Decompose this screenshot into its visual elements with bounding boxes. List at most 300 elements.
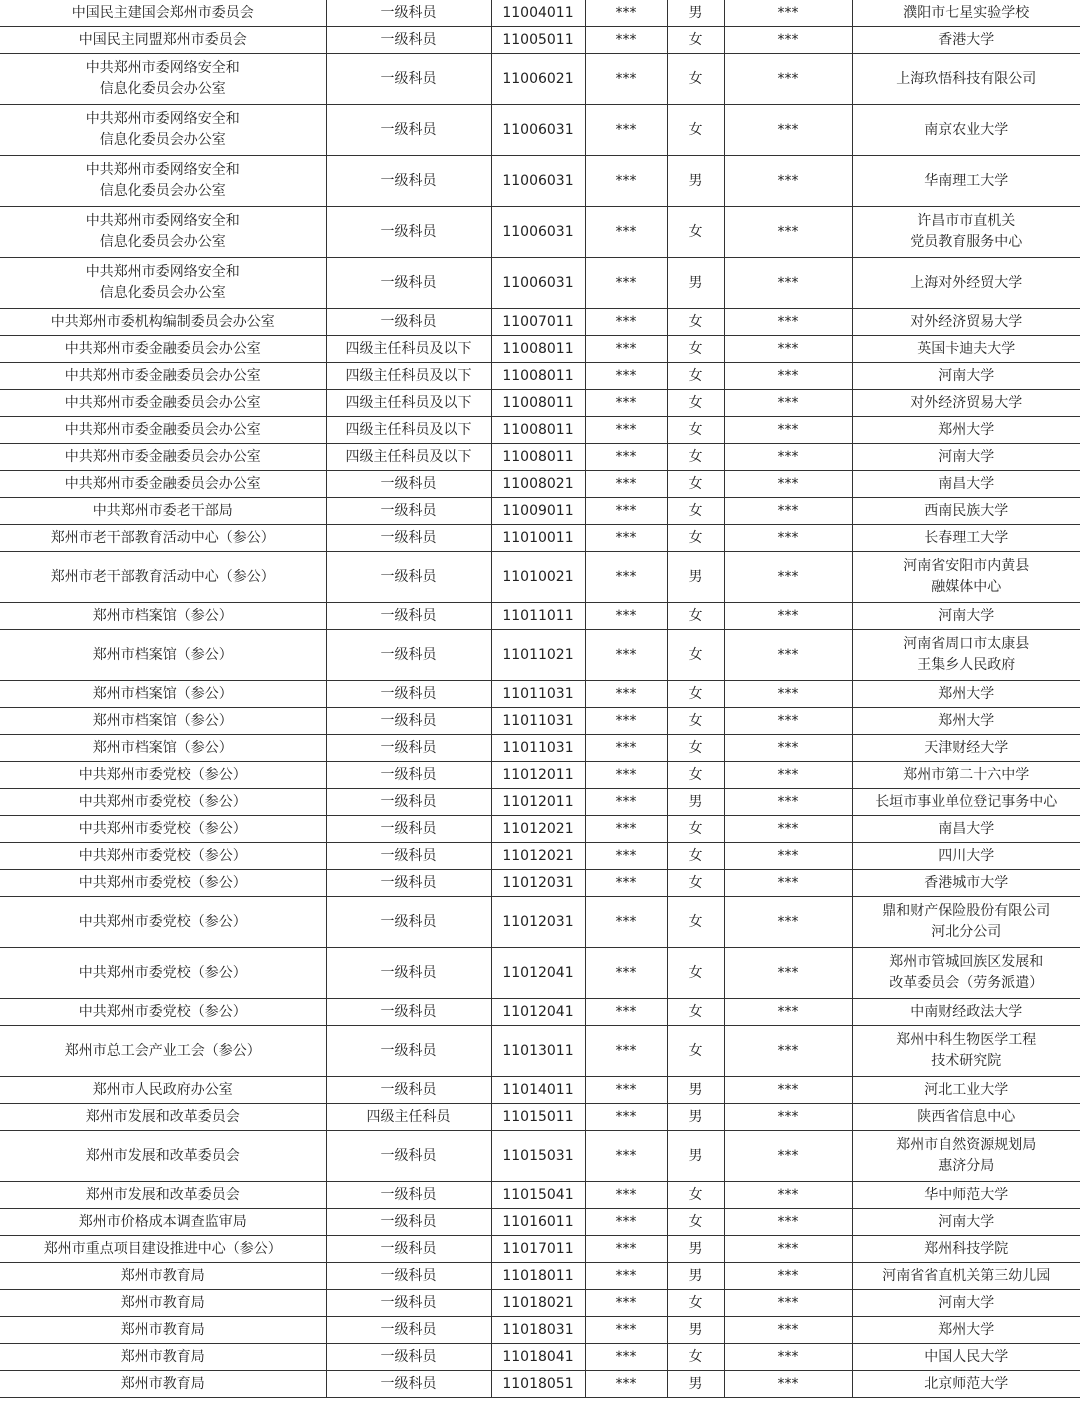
cell-gender: 男: [667, 156, 724, 207]
cell-department: 中共郑州市委金融委员会办公室: [0, 417, 326, 444]
cell-exam-number: ***: [724, 681, 852, 708]
cell-job-code: 11011031: [491, 708, 585, 735]
cell-job-code: 11008011: [491, 336, 585, 363]
cell-exam-number: ***: [724, 1026, 852, 1077]
cell-department: 郑州市教育局: [0, 1371, 326, 1398]
cell-work-unit-or-school: 长垣市事业单位登记事务中心: [852, 789, 1080, 816]
cell-name: ***: [585, 309, 667, 336]
cell-work-unit-or-school: 郑州大学: [852, 1317, 1080, 1344]
cell-gender: 女: [667, 762, 724, 789]
cell-exam-number: ***: [724, 1263, 852, 1290]
cell-position: 一级科员: [326, 1317, 491, 1344]
cell-work-unit-or-school: 河南省安阳市内黄县 融媒体中心: [852, 552, 1080, 603]
cell-gender: 女: [667, 363, 724, 390]
cell-gender: 男: [667, 789, 724, 816]
cell-job-code: 11006031: [491, 207, 585, 258]
cell-exam-number: ***: [724, 603, 852, 630]
cell-name: ***: [585, 1344, 667, 1371]
cell-work-unit-or-school: 郑州市第二十六中学: [852, 762, 1080, 789]
cell-exam-number: ***: [724, 762, 852, 789]
table-row: [0, 789, 1080, 816]
table-row: [0, 552, 1080, 603]
cell-gender: 女: [667, 1344, 724, 1371]
cell-job-code: 11018041: [491, 1344, 585, 1371]
cell-exam-number: ***: [724, 156, 852, 207]
cell-department: 中共郑州市委党校（参公）: [0, 897, 326, 948]
cell-department: 中国民主同盟郑州市委员会: [0, 27, 326, 54]
cell-gender: 女: [667, 630, 724, 681]
cell-exam-number: ***: [724, 816, 852, 843]
table-row: [0, 309, 1080, 336]
table-row: [0, 27, 1080, 54]
cell-name: ***: [585, 207, 667, 258]
cell-gender: 男: [667, 1317, 724, 1344]
cell-department: 中共郑州市委党校（参公）: [0, 948, 326, 999]
cell-gender: 男: [667, 1263, 724, 1290]
cell-work-unit-or-school: 南京农业大学: [852, 105, 1080, 156]
table-row: [0, 762, 1080, 789]
cell-gender: 女: [667, 498, 724, 525]
table-row: [0, 258, 1080, 309]
cell-name: ***: [585, 897, 667, 948]
cell-job-code: 11005011: [491, 27, 585, 54]
cell-job-code: 11014011: [491, 1077, 585, 1104]
table-row: [0, 336, 1080, 363]
cell-department: 中共郑州市委党校（参公）: [0, 789, 326, 816]
cell-name: ***: [585, 1182, 667, 1209]
cell-name: ***: [585, 708, 667, 735]
cell-exam-number: ***: [724, 525, 852, 552]
cell-department: 中共郑州市委党校（参公）: [0, 762, 326, 789]
cell-department: 郑州市教育局: [0, 1344, 326, 1371]
table-row: [0, 105, 1080, 156]
cell-work-unit-or-school: 上海玖悟科技有限公司: [852, 54, 1080, 105]
cell-position: 一级科员: [326, 843, 491, 870]
cell-position: 一级科员: [326, 1371, 491, 1398]
cell-department: 郑州市档案馆（参公）: [0, 681, 326, 708]
table-row: [0, 1077, 1080, 1104]
cell-exam-number: ***: [724, 708, 852, 735]
cell-position: 一级科员: [326, 258, 491, 309]
cell-department: 中共郑州市委金融委员会办公室: [0, 390, 326, 417]
table-row: [0, 816, 1080, 843]
cell-department: 中共郑州市委金融委员会办公室: [0, 363, 326, 390]
cell-name: ***: [585, 843, 667, 870]
cell-gender: 女: [667, 708, 724, 735]
cell-work-unit-or-school: 河南大学: [852, 363, 1080, 390]
cell-exam-number: ***: [724, 552, 852, 603]
table-row: [0, 1209, 1080, 1236]
cell-work-unit-or-school: 许昌市市直机关 党员教育服务中心: [852, 207, 1080, 258]
cell-job-code: 11012041: [491, 948, 585, 999]
cell-gender: 男: [667, 1131, 724, 1182]
cell-gender: 女: [667, 735, 724, 762]
cell-exam-number: ***: [724, 1131, 852, 1182]
cell-position: 四级主任科员及以下: [326, 390, 491, 417]
cell-gender: 女: [667, 603, 724, 630]
cell-position: 四级主任科员: [326, 1104, 491, 1131]
cell-department: 中共郑州市委金融委员会办公室: [0, 444, 326, 471]
cell-exam-number: ***: [724, 390, 852, 417]
cell-exam-number: ***: [724, 471, 852, 498]
cell-name: ***: [585, 27, 667, 54]
cell-department: 郑州市教育局: [0, 1263, 326, 1290]
cell-work-unit-or-school: 北京师范大学: [852, 1371, 1080, 1398]
cell-position: 一级科员: [326, 1131, 491, 1182]
cell-position: 一级科员: [326, 1077, 491, 1104]
table-row: [0, 363, 1080, 390]
cell-position: 一级科员: [326, 27, 491, 54]
cell-job-code: 11012011: [491, 789, 585, 816]
cell-job-code: 11008011: [491, 417, 585, 444]
cell-gender: 男: [667, 258, 724, 309]
table-row: [0, 54, 1080, 105]
cell-gender: 女: [667, 525, 724, 552]
cell-exam-number: ***: [724, 54, 852, 105]
cell-exam-number: ***: [724, 0, 852, 27]
cell-job-code: 11013011: [491, 1026, 585, 1077]
table-row: [0, 1182, 1080, 1209]
cell-gender: 男: [667, 552, 724, 603]
cell-work-unit-or-school: 天津财经大学: [852, 735, 1080, 762]
cell-position: 四级主任科员及以下: [326, 417, 491, 444]
cell-exam-number: ***: [724, 363, 852, 390]
cell-work-unit-or-school: 濮阳市七星实验学校: [852, 0, 1080, 27]
cell-work-unit-or-school: 华中师范大学: [852, 1182, 1080, 1209]
cell-job-code: 11010011: [491, 525, 585, 552]
cell-exam-number: ***: [724, 630, 852, 681]
cell-name: ***: [585, 1290, 667, 1317]
cell-position: 一级科员: [326, 1236, 491, 1263]
cell-exam-number: ***: [724, 444, 852, 471]
cell-job-code: 11012041: [491, 999, 585, 1026]
cell-department: 郑州市档案馆（参公）: [0, 630, 326, 681]
cell-position: 一级科员: [326, 1344, 491, 1371]
cell-job-code: 11008011: [491, 390, 585, 417]
cell-exam-number: ***: [724, 1236, 852, 1263]
cell-gender: 女: [667, 417, 724, 444]
cell-job-code: 11011011: [491, 603, 585, 630]
cell-work-unit-or-school: 英国卡迪夫大学: [852, 336, 1080, 363]
cell-position: 一级科员: [326, 552, 491, 603]
cell-name: ***: [585, 603, 667, 630]
table-row: [0, 897, 1080, 948]
cell-exam-number: ***: [724, 336, 852, 363]
cell-exam-number: ***: [724, 498, 852, 525]
table-row: [0, 0, 1080, 27]
table-row: [0, 498, 1080, 525]
cell-name: ***: [585, 1317, 667, 1344]
cell-work-unit-or-school: 香港城市大学: [852, 870, 1080, 897]
cell-department: 郑州市档案馆（参公）: [0, 603, 326, 630]
cell-gender: 女: [667, 1209, 724, 1236]
cell-name: ***: [585, 1104, 667, 1131]
cell-gender: 女: [667, 1182, 724, 1209]
cell-name: ***: [585, 1371, 667, 1398]
cell-position: 一级科员: [326, 762, 491, 789]
cell-name: ***: [585, 762, 667, 789]
cell-exam-number: ***: [724, 843, 852, 870]
table-row: [0, 681, 1080, 708]
cell-gender: 女: [667, 1290, 724, 1317]
cell-gender: 女: [667, 1026, 724, 1077]
cell-gender: 男: [667, 1104, 724, 1131]
cell-exam-number: ***: [724, 1104, 852, 1131]
cell-position: 四级主任科员及以下: [326, 444, 491, 471]
cell-work-unit-or-school: 西南民族大学: [852, 498, 1080, 525]
cell-work-unit-or-school: 河南大学: [852, 1290, 1080, 1317]
cell-name: ***: [585, 0, 667, 27]
table-row: [0, 1104, 1080, 1131]
cell-department: 郑州市人民政府办公室: [0, 1077, 326, 1104]
cell-gender: 女: [667, 336, 724, 363]
cell-job-code: 11011031: [491, 735, 585, 762]
cell-job-code: 11012011: [491, 762, 585, 789]
table-row: [0, 735, 1080, 762]
cell-department: 郑州市老干部教育活动中心（参公）: [0, 552, 326, 603]
cell-exam-number: ***: [724, 1290, 852, 1317]
cell-gender: 女: [667, 390, 724, 417]
cell-job-code: 11007011: [491, 309, 585, 336]
cell-department: 郑州市发展和改革委员会: [0, 1182, 326, 1209]
cell-name: ***: [585, 498, 667, 525]
cell-gender: 女: [667, 999, 724, 1026]
cell-work-unit-or-school: 长春理工大学: [852, 525, 1080, 552]
cell-work-unit-or-school: 陕西省信息中心: [852, 1104, 1080, 1131]
cell-gender: 女: [667, 309, 724, 336]
table-row: [0, 525, 1080, 552]
cell-work-unit-or-school: 对外经济贸易大学: [852, 309, 1080, 336]
cell-position: 一级科员: [326, 207, 491, 258]
cell-name: ***: [585, 681, 667, 708]
cell-position: 一级科员: [326, 1182, 491, 1209]
cell-position: 一级科员: [326, 681, 491, 708]
cell-gender: 女: [667, 207, 724, 258]
cell-name: ***: [585, 789, 667, 816]
cell-position: 一级科员: [326, 708, 491, 735]
cell-exam-number: ***: [724, 1317, 852, 1344]
cell-job-code: 11015041: [491, 1182, 585, 1209]
table-row: [0, 444, 1080, 471]
cell-department: 郑州市老干部教育活动中心（参公）: [0, 525, 326, 552]
cell-department: 郑州市教育局: [0, 1290, 326, 1317]
table-row: [0, 471, 1080, 498]
cell-gender: 女: [667, 444, 724, 471]
cell-name: ***: [585, 870, 667, 897]
cell-department: 郑州市总工会产业工会（参公）: [0, 1026, 326, 1077]
cell-name: ***: [585, 444, 667, 471]
cell-work-unit-or-school: 香港大学: [852, 27, 1080, 54]
cell-department: 中共郑州市委网络安全和 信息化委员会办公室: [0, 54, 326, 105]
cell-name: ***: [585, 999, 667, 1026]
cell-department: 中共郑州市委党校（参公）: [0, 870, 326, 897]
table-row: [0, 1026, 1080, 1077]
cell-department: 中共郑州市委机构编制委员会办公室: [0, 309, 326, 336]
cell-work-unit-or-school: 河南大学: [852, 603, 1080, 630]
cell-work-unit-or-school: 郑州大学: [852, 708, 1080, 735]
cell-work-unit-or-school: 四川大学: [852, 843, 1080, 870]
cell-work-unit-or-school: 河南省周口市太康县 王集乡人民政府: [852, 630, 1080, 681]
cell-gender: 女: [667, 54, 724, 105]
cell-department: 郑州市教育局: [0, 1317, 326, 1344]
cell-job-code: 11018021: [491, 1290, 585, 1317]
cell-position: 一级科员: [326, 735, 491, 762]
cell-exam-number: ***: [724, 1209, 852, 1236]
cell-work-unit-or-school: 河南大学: [852, 444, 1080, 471]
cell-job-code: 11018011: [491, 1263, 585, 1290]
cell-position: 一级科员: [326, 1209, 491, 1236]
table-row: [0, 1131, 1080, 1182]
cell-work-unit-or-school: 郑州市自然资源规划局 惠济分局: [852, 1131, 1080, 1182]
cell-department: 中共郑州市委网络安全和 信息化委员会办公室: [0, 258, 326, 309]
cell-position: 一级科员: [326, 525, 491, 552]
cell-name: ***: [585, 1236, 667, 1263]
cell-department: 中共郑州市委党校（参公）: [0, 843, 326, 870]
cell-name: ***: [585, 156, 667, 207]
cell-name: ***: [585, 1026, 667, 1077]
cell-job-code: 11008011: [491, 444, 585, 471]
cell-name: ***: [585, 1209, 667, 1236]
cell-gender: 女: [667, 816, 724, 843]
cell-work-unit-or-school: 郑州大学: [852, 417, 1080, 444]
cell-name: ***: [585, 336, 667, 363]
cell-department: 郑州市重点项目建设推进中心（参公）: [0, 1236, 326, 1263]
cell-position: 一级科员: [326, 498, 491, 525]
cell-job-code: 11006021: [491, 54, 585, 105]
cell-job-code: 11017011: [491, 1236, 585, 1263]
cell-gender: 女: [667, 948, 724, 999]
cell-job-code: 11009011: [491, 498, 585, 525]
cell-job-code: 11004011: [491, 0, 585, 27]
cell-department: 郑州市发展和改革委员会: [0, 1131, 326, 1182]
cell-exam-number: ***: [724, 897, 852, 948]
cell-position: 一级科员: [326, 105, 491, 156]
cell-exam-number: ***: [724, 948, 852, 999]
table-row: [0, 1236, 1080, 1263]
cell-name: ***: [585, 390, 667, 417]
cell-name: ***: [585, 1077, 667, 1104]
cell-work-unit-or-school: 南昌大学: [852, 471, 1080, 498]
cell-gender: 女: [667, 471, 724, 498]
cell-job-code: 11012031: [491, 897, 585, 948]
cell-job-code: 11012021: [491, 843, 585, 870]
cell-position: 一级科员: [326, 816, 491, 843]
cell-name: ***: [585, 1131, 667, 1182]
table-row: [0, 948, 1080, 999]
table-row: [0, 1344, 1080, 1371]
cell-position: 一级科员: [326, 156, 491, 207]
cell-exam-number: ***: [724, 27, 852, 54]
cell-name: ***: [585, 258, 667, 309]
cell-position: 一级科员: [326, 948, 491, 999]
cell-work-unit-or-school: 对外经济贸易大学: [852, 390, 1080, 417]
table-row: [0, 603, 1080, 630]
table-row: [0, 1317, 1080, 1344]
cell-position: 一级科员: [326, 1263, 491, 1290]
table-row: [0, 630, 1080, 681]
cell-job-code: 11011031: [491, 681, 585, 708]
cell-gender: 女: [667, 105, 724, 156]
cell-position: 一级科员: [326, 1290, 491, 1317]
cell-position: 四级主任科员及以下: [326, 336, 491, 363]
cell-position: 一级科员: [326, 630, 491, 681]
cell-job-code: 11012021: [491, 816, 585, 843]
cell-exam-number: ***: [724, 258, 852, 309]
cell-job-code: 11015031: [491, 1131, 585, 1182]
cell-work-unit-or-school: 郑州科技学院: [852, 1236, 1080, 1263]
cell-job-code: 11016011: [491, 1209, 585, 1236]
table-row: [0, 843, 1080, 870]
cell-department: 中共郑州市委党校（参公）: [0, 999, 326, 1026]
cell-exam-number: ***: [724, 1344, 852, 1371]
cell-exam-number: ***: [724, 1182, 852, 1209]
cell-gender: 女: [667, 897, 724, 948]
cell-job-code: 11018051: [491, 1371, 585, 1398]
cell-department: 中共郑州市委金融委员会办公室: [0, 471, 326, 498]
cell-work-unit-or-school: 郑州市管城回族区发展和 改革委员会（劳务派遣）: [852, 948, 1080, 999]
table-row: [0, 870, 1080, 897]
cell-exam-number: ***: [724, 789, 852, 816]
cell-work-unit-or-school: 河南省省直机关第三幼儿园: [852, 1263, 1080, 1290]
cell-work-unit-or-school: 郑州中科生物医学工程 技术研究院: [852, 1026, 1080, 1077]
cell-job-code: 11008011: [491, 363, 585, 390]
cell-department: 中共郑州市委党校（参公）: [0, 816, 326, 843]
table-row: [0, 999, 1080, 1026]
cell-exam-number: ***: [724, 207, 852, 258]
cell-position: 一级科员: [326, 54, 491, 105]
cell-work-unit-or-school: 郑州大学: [852, 681, 1080, 708]
cell-gender: 男: [667, 1077, 724, 1104]
cell-job-code: 11006031: [491, 156, 585, 207]
cell-work-unit-or-school: 河北工业大学: [852, 1077, 1080, 1104]
cell-name: ***: [585, 363, 667, 390]
table-row: [0, 417, 1080, 444]
cell-name: ***: [585, 630, 667, 681]
cell-job-code: 11018031: [491, 1317, 585, 1344]
cell-name: ***: [585, 417, 667, 444]
cell-work-unit-or-school: 南昌大学: [852, 816, 1080, 843]
cell-gender: 女: [667, 681, 724, 708]
cell-department: 中共郑州市委网络安全和 信息化委员会办公室: [0, 105, 326, 156]
cell-position: 一级科员: [326, 1026, 491, 1077]
cell-name: ***: [585, 1263, 667, 1290]
cell-exam-number: ***: [724, 735, 852, 762]
cell-exam-number: ***: [724, 999, 852, 1026]
cell-exam-number: ***: [724, 1077, 852, 1104]
cell-position: 一级科员: [326, 897, 491, 948]
cell-job-code: 11006031: [491, 105, 585, 156]
cell-gender: 男: [667, 0, 724, 27]
cell-name: ***: [585, 735, 667, 762]
cell-position: 一级科员: [326, 0, 491, 27]
cell-name: ***: [585, 552, 667, 603]
cell-work-unit-or-school: 中南财经政法大学: [852, 999, 1080, 1026]
table-row: [0, 390, 1080, 417]
cell-exam-number: ***: [724, 105, 852, 156]
cell-position: 一级科员: [326, 603, 491, 630]
cell-position: 一级科员: [326, 870, 491, 897]
cell-name: ***: [585, 948, 667, 999]
cell-department: 中共郑州市委老干部局: [0, 498, 326, 525]
cell-gender: 男: [667, 1371, 724, 1398]
table-row: [0, 1290, 1080, 1317]
cell-exam-number: ***: [724, 309, 852, 336]
cell-work-unit-or-school: 中国人民大学: [852, 1344, 1080, 1371]
cell-name: ***: [585, 471, 667, 498]
cell-gender: 女: [667, 870, 724, 897]
cell-department: 中共郑州市委网络安全和 信息化委员会办公室: [0, 156, 326, 207]
cell-department: 郑州市发展和改革委员会: [0, 1104, 326, 1131]
